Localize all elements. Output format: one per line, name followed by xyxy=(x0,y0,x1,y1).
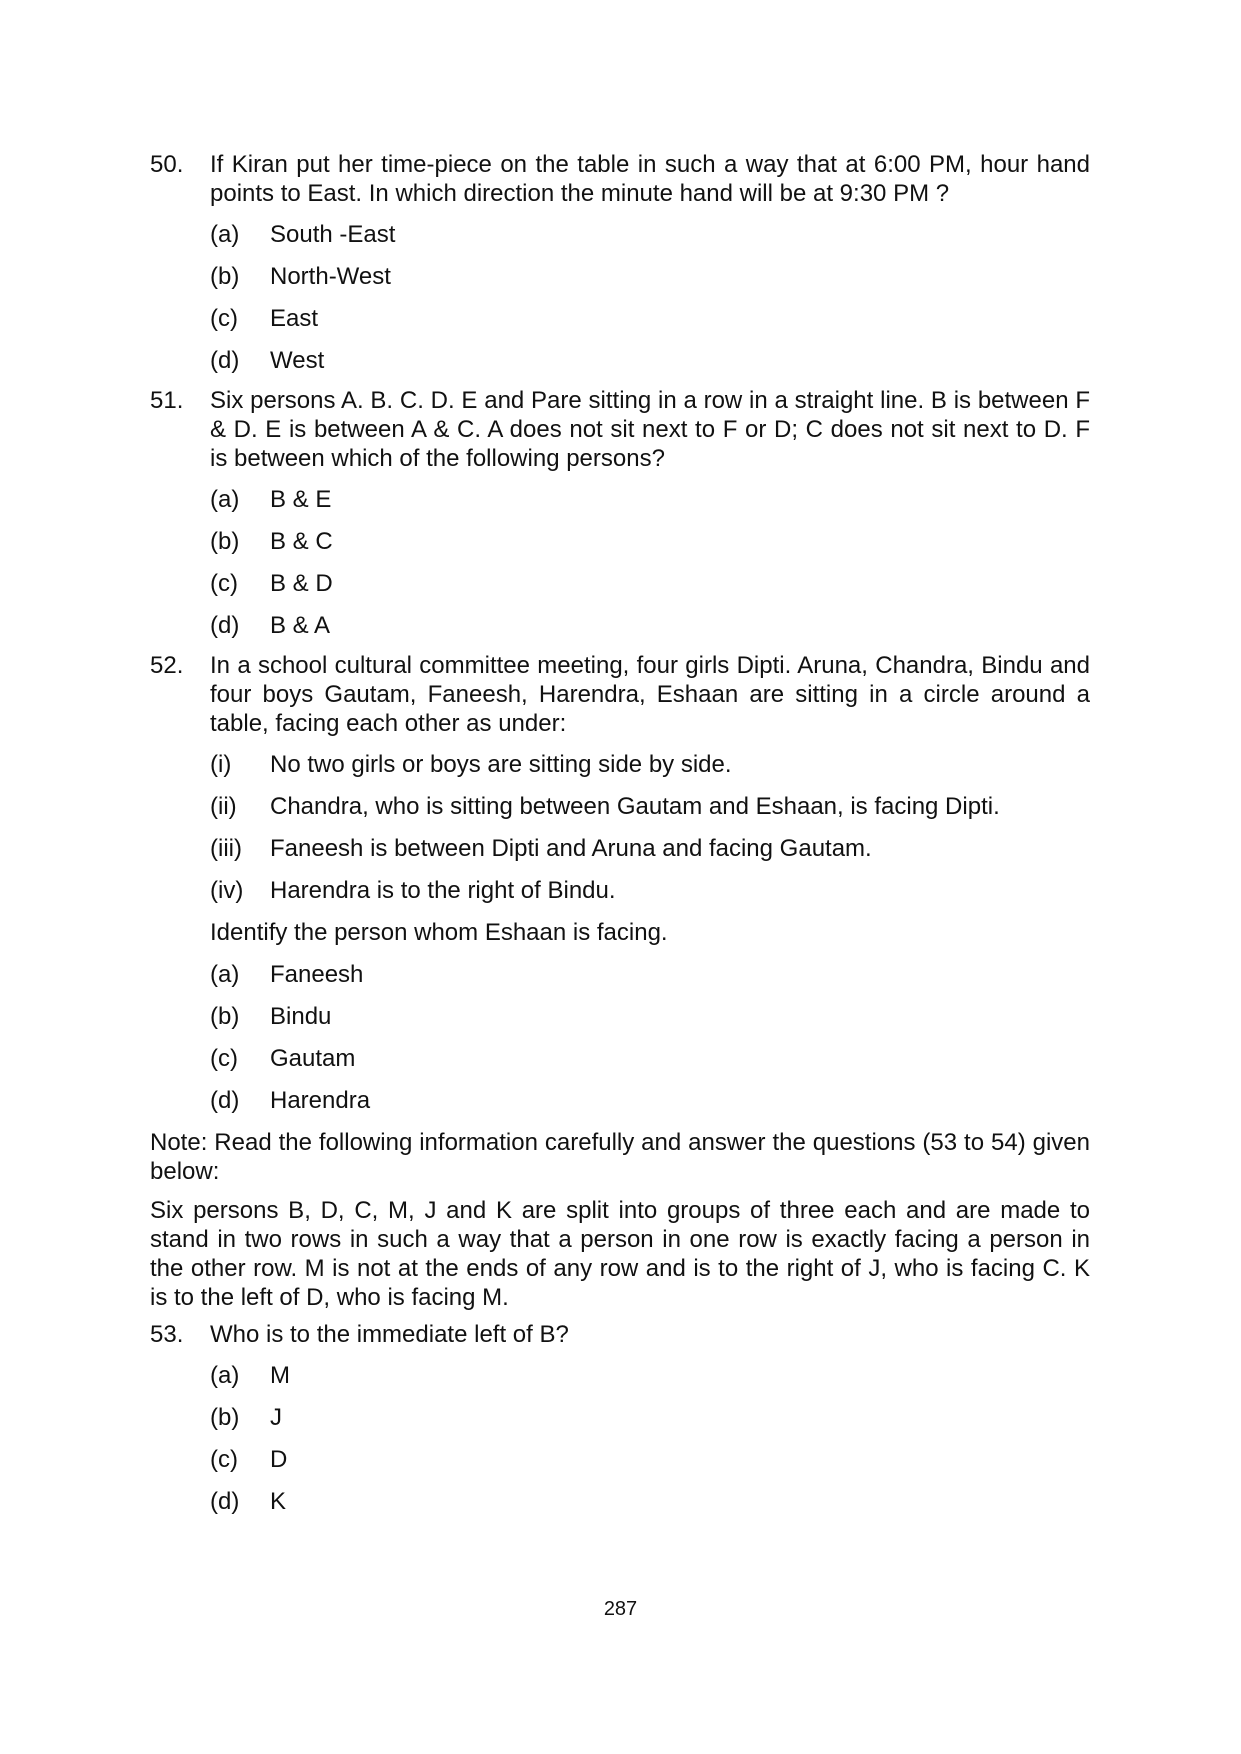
option-text: Gautam xyxy=(270,1045,356,1072)
statement-label: (iii) xyxy=(210,835,242,862)
question-text: Six persons A. B. C. D. E and Pare sitting in a row in a straight line. B is between F & D. E is between A & C. A does not sit next to F or D; C does not sit next to D. F is between which of the following persons? xyxy=(210,387,1090,472)
option-label: (a) xyxy=(210,486,240,513)
option-label: (b) xyxy=(210,528,240,555)
option-text: Bindu xyxy=(270,1003,332,1030)
option xyxy=(150,1397,1090,1439)
option-text: West xyxy=(270,347,325,374)
option-label: (d) xyxy=(210,1488,240,1515)
option xyxy=(150,1481,1090,1523)
page-number: 287 xyxy=(603,1598,638,1620)
option xyxy=(150,605,1090,647)
statement-text: No two girls or boys are sitting side by side. xyxy=(270,751,732,778)
option-label: (a) xyxy=(210,961,240,988)
option-text: D xyxy=(270,1446,288,1473)
option-text: Faneesh xyxy=(270,961,364,988)
option xyxy=(150,996,1090,1038)
question-51 xyxy=(150,386,1090,473)
option-label: (a) xyxy=(210,1362,240,1389)
question-53 xyxy=(150,1320,1090,1349)
option-text: M xyxy=(270,1362,290,1389)
option xyxy=(150,1355,1090,1397)
question-number: 50. xyxy=(150,151,184,178)
option xyxy=(150,563,1090,605)
option-text: South -East xyxy=(270,221,396,248)
option-label: (c) xyxy=(210,570,238,597)
option xyxy=(150,479,1090,521)
passage: Six persons B, D, C, M, J and K are split into groups of three each and are made to stand in two rows in such a way that a person in one row is exactly facing a person in the other row. M is not at the ends of any row and is to the right of J, who is facing C. K is to the left of D, who is facing M. xyxy=(150,1197,1090,1311)
statement xyxy=(150,786,1090,828)
statement xyxy=(150,828,1090,870)
question-number: 52. xyxy=(150,652,184,679)
question-number: 53. xyxy=(150,1321,184,1348)
question-text: If Kiran put her time-piece on the table in such a way that at 6:00 PM, hour hand points to East. In which direction the minute hand will be at 9:30 PM ? xyxy=(210,151,1090,207)
option-label: (d) xyxy=(210,612,240,639)
option-text: B & E xyxy=(270,486,332,513)
option-text: K xyxy=(270,1488,287,1515)
option-label: (b) xyxy=(210,263,240,290)
question-50 xyxy=(150,150,1090,208)
note: Note: Read the following information carefully and answer the questions (53 to 54) given below: xyxy=(150,1129,1090,1185)
option xyxy=(150,954,1090,996)
statement-text: Harendra is to the right of Bindu. xyxy=(270,877,616,904)
option-text: B & D xyxy=(270,570,333,597)
statement-label: (i) xyxy=(210,751,232,778)
question-number: 51. xyxy=(150,387,184,414)
option xyxy=(150,298,1090,340)
question-52 xyxy=(150,651,1090,738)
option-text: East xyxy=(270,305,319,332)
statement-label: (ii) xyxy=(210,793,237,820)
option xyxy=(150,214,1090,256)
option xyxy=(150,1038,1090,1080)
statement-text: Faneesh is between Dipti and Aruna and facing Gautam. xyxy=(270,835,872,862)
option-text: B & A xyxy=(270,612,331,639)
option-text: North-West xyxy=(270,263,391,290)
statement xyxy=(150,744,1090,786)
option xyxy=(150,521,1090,563)
option-label: (c) xyxy=(210,1446,238,1473)
option-label: (d) xyxy=(210,347,240,374)
option-label: (b) xyxy=(210,1404,240,1431)
option-label: (c) xyxy=(210,1045,238,1072)
question-text: Who is to the immediate left of B? xyxy=(210,1321,569,1348)
option-label: (a) xyxy=(210,221,240,248)
question-text: In a school cultural committee meeting, four girls Dipti. Aruna, Chandra, Bindu and four boys Gautam, Faneesh, Harendra, Eshaan are sitting in a circle around a table, facing each other as under: xyxy=(210,652,1090,737)
option-label: (d) xyxy=(210,1087,240,1114)
option-text: J xyxy=(270,1404,282,1431)
option-text: B & C xyxy=(270,528,333,555)
option-label: (b) xyxy=(210,1003,240,1030)
document-page xyxy=(150,150,1090,1523)
statement xyxy=(150,870,1090,912)
option xyxy=(150,1080,1090,1122)
statement-text: Chandra, who is sitting between Gautam and Eshaan, is facing Dipti. xyxy=(270,793,1000,820)
option-label: (c) xyxy=(210,305,238,332)
option xyxy=(150,256,1090,298)
option xyxy=(150,1439,1090,1481)
statement-label: (iv) xyxy=(210,877,244,904)
option xyxy=(150,340,1090,382)
question-prompt: Identify the person whom Eshaan is facing. xyxy=(210,919,668,946)
option-text: Harendra xyxy=(270,1087,371,1114)
